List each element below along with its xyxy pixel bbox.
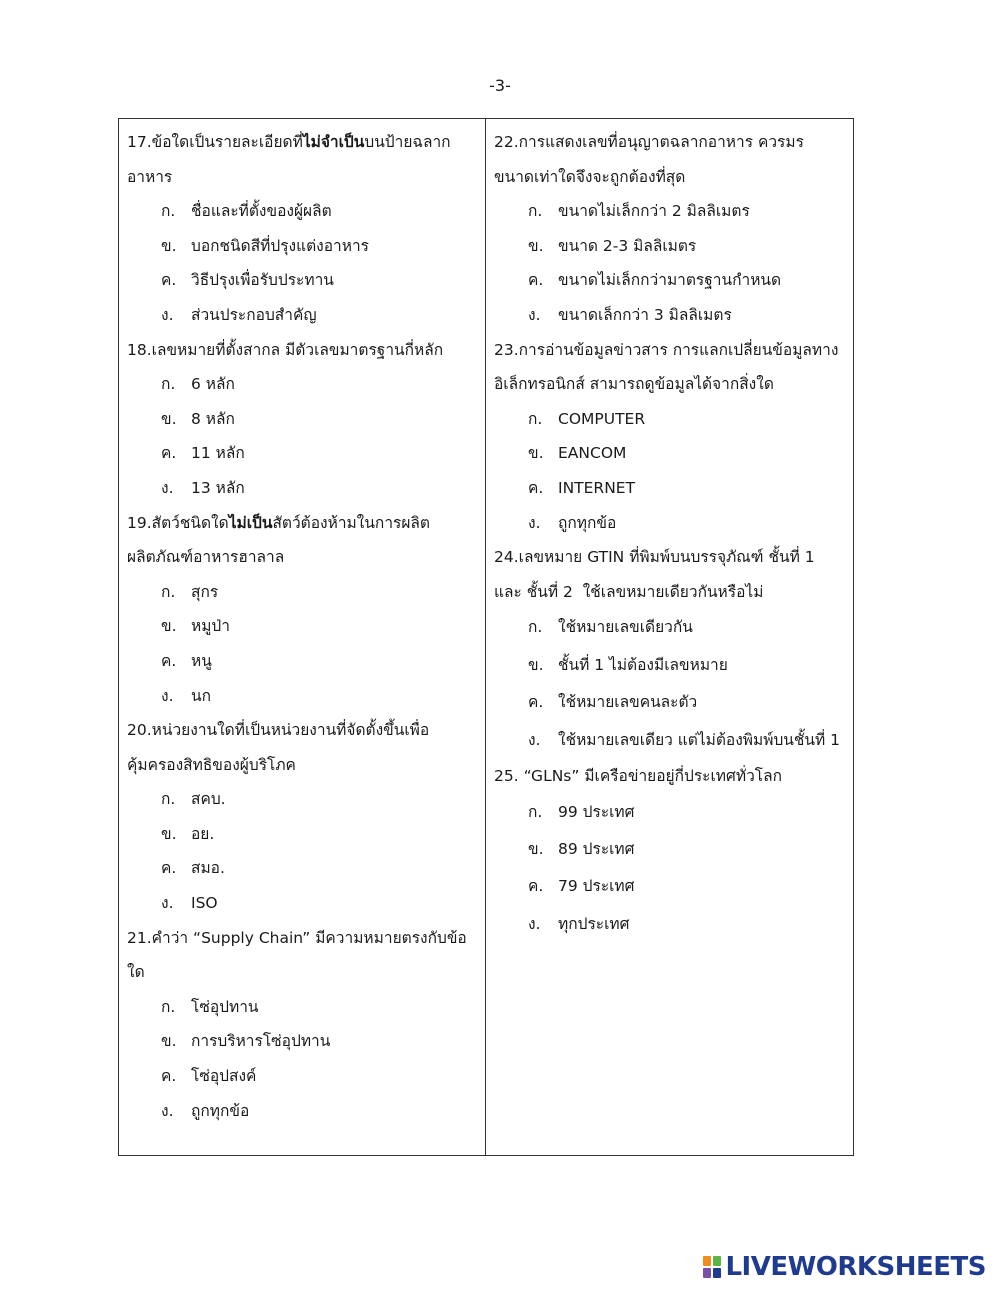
choice-letter: ก. <box>161 202 176 221</box>
choice-letter: ข. <box>528 655 544 674</box>
question-block <box>494 125 845 333</box>
question-text <box>494 540 845 609</box>
question-text-part: 19.สัตว์ชนิดใด <box>127 513 229 532</box>
question-text-part: บนป้ายฉลาก อาหาร <box>127 133 451 186</box>
question-text <box>127 333 477 368</box>
choice-letter: ง. <box>528 305 541 324</box>
choice-letter: ง. <box>161 686 174 705</box>
choice-text: บอกชนิดสีที่ปรุงแต่งอาหาร <box>191 236 370 255</box>
answer-choice <box>494 194 845 229</box>
answer-choice <box>127 644 477 679</box>
page-number: -3- <box>489 76 511 95</box>
answer-choice <box>127 471 477 506</box>
choice-text: 13 หลัก <box>191 478 245 497</box>
answer-choice <box>494 868 845 905</box>
answer-choice <box>494 298 845 333</box>
answer-choice <box>127 609 477 644</box>
choice-text: INTERNET <box>558 478 636 497</box>
answer-choice <box>494 647 845 684</box>
question-text-part: 17.ข้อใดเป็นรายละเอียดที่ <box>127 133 303 151</box>
choice-letter: ข. <box>528 444 544 463</box>
choice-text: ทุกประเทศ <box>558 914 630 933</box>
answer-choice <box>494 436 845 471</box>
question-block <box>127 125 477 333</box>
answer-choice <box>127 990 477 1025</box>
choice-letter: ก. <box>528 618 543 637</box>
choice-letter: ข. <box>161 824 177 843</box>
choice-text: 8 หลัก <box>191 409 235 428</box>
answer-choice <box>127 851 477 886</box>
logo-mark-icon <box>703 1256 721 1278</box>
choice-text: ถูกทุกข้อ <box>558 513 617 532</box>
question-text <box>494 759 845 794</box>
choice-text: ใช้หมายเลขคนละตัว <box>558 693 698 712</box>
choice-text: ชั้นที่ 1 ไม่ต้องมีเลขหมาย <box>558 655 728 674</box>
answer-choice <box>127 194 477 229</box>
question-text <box>127 506 477 575</box>
choice-text: วิธีปรุงเพื่อรับประทาน <box>191 271 334 290</box>
choice-letter: ข. <box>161 409 177 428</box>
choice-letter: ข. <box>528 839 544 858</box>
choice-text: 79 ประเทศ <box>558 877 635 896</box>
answer-choice <box>494 609 845 646</box>
choice-text: ขนาด 2-3 มิลลิเมตร <box>558 236 697 255</box>
question-block <box>127 921 477 1129</box>
choice-text: COMPUTER <box>558 409 646 428</box>
question-block <box>127 713 477 921</box>
choice-letter: ง. <box>161 305 174 324</box>
choice-text: ใช้หมายเลขเดียว แต่ไม่ต้องพิมพ์บนชั้นที่ 1 <box>558 730 840 749</box>
choice-text: สคบ. <box>191 790 226 809</box>
choice-text: โซ่อุปสงค์ <box>191 1067 257 1086</box>
choice-text: ขนาดไม่เล็กกว่ามาตรฐานกำหนด <box>558 271 782 290</box>
choice-text: การบริหารโซ่อุปทาน <box>191 1032 331 1051</box>
answer-choice <box>127 436 477 471</box>
choice-text: 99 ประเทศ <box>558 802 635 821</box>
choice-text: 89 ประเทศ <box>558 839 635 858</box>
answer-choice <box>494 229 845 264</box>
quiz-table <box>118 118 854 1156</box>
answer-choice <box>127 263 477 298</box>
answer-choice <box>127 367 477 402</box>
question-block <box>127 333 477 506</box>
answer-choice <box>127 1059 477 1094</box>
choice-letter: ก. <box>528 409 543 428</box>
answer-choice <box>494 906 845 943</box>
choice-text: ถูกทุกข้อ <box>191 1101 250 1120</box>
question-block <box>127 506 477 714</box>
answer-choice <box>127 817 477 852</box>
choice-text: 11 หลัก <box>191 444 245 463</box>
choice-letter: ค. <box>161 651 177 670</box>
answer-choice <box>127 229 477 264</box>
question-text-part: 23.การอ่านข้อมูลข่าวสาร การแลกเปลี่ยนข้อมูลทาง อิเล็กทรอนิกส์ สามารถดูข้อมูลได้จากสิ่งใด <box>494 340 839 394</box>
choice-letter: ก. <box>161 997 176 1016</box>
logo-square-icon <box>713 1256 721 1266</box>
choice-letter: ค. <box>528 271 544 290</box>
choice-text: ขนาดเล็กกว่า 3 มิลลิเมตร <box>558 305 732 324</box>
answer-choice <box>127 1024 477 1059</box>
choice-text: โซ่อุปทาน <box>191 997 259 1016</box>
choice-letter: ก. <box>528 202 543 221</box>
question-text <box>127 713 477 782</box>
answer-choice <box>127 575 477 610</box>
choice-letter: ง. <box>528 914 541 933</box>
question-block <box>494 333 845 541</box>
choice-text: นก <box>191 686 211 705</box>
choice-letter: ง. <box>528 513 541 532</box>
question-text <box>494 333 845 402</box>
right-column <box>486 119 853 1155</box>
choice-letter: ข. <box>528 236 544 255</box>
question-text-part: 22.การแสดงเลขที่อนุญาตฉลากอาหาร ควรมร ขนาดเท่าใดจึงจะถูกต้องที่สุด <box>494 133 804 186</box>
question-block <box>494 540 845 759</box>
left-column <box>119 119 486 1155</box>
answer-choice <box>494 794 845 831</box>
choice-letter: ค. <box>161 1067 177 1086</box>
question-text <box>127 921 477 990</box>
choice-letter: ข. <box>161 1032 177 1051</box>
choice-letter: ค. <box>528 478 544 497</box>
question-text <box>127 125 477 194</box>
question-emphasis: ไม่เป็น <box>228 513 273 532</box>
answer-choice <box>127 1094 477 1129</box>
answer-choice <box>127 298 477 333</box>
choice-letter: ข. <box>161 236 177 255</box>
choice-letter: ง. <box>161 478 174 497</box>
choice-letter: ง. <box>161 1101 174 1120</box>
answer-choice <box>127 886 477 921</box>
question-text <box>494 125 845 194</box>
choice-text: สมอ. <box>191 859 225 878</box>
answer-choice <box>127 679 477 714</box>
logo-square-icon <box>703 1268 711 1278</box>
choice-letter: ก. <box>161 582 176 601</box>
question-text-part: 21.คำว่า “Supply Chain” มีความหมายตรงกับข้อ ใด <box>127 928 467 982</box>
choice-text: ชื่อและที่ตั้งของผู้ผลิต <box>191 202 332 221</box>
choice-letter: ง. <box>161 894 174 913</box>
choice-letter: ค. <box>161 859 177 878</box>
choice-text: หมูป่า <box>191 617 230 636</box>
choice-text: หนู <box>191 651 212 670</box>
answer-choice <box>494 831 845 868</box>
choice-text: ส่วนประกอบสำคัญ <box>191 305 317 324</box>
answer-choice <box>127 402 477 437</box>
question-block <box>494 759 845 943</box>
logo-square-icon <box>713 1268 721 1278</box>
choice-text: ISO <box>191 894 218 913</box>
question-text-part: สัตว์ต้องห้ามในการผลิต ผลิตภัณฑ์อาหารฮาลาล <box>127 513 430 567</box>
answer-choice <box>494 506 845 541</box>
choice-text: EANCOM <box>558 444 627 463</box>
logo-text: LIVEWORKSHEETS <box>725 1252 986 1282</box>
answer-choice <box>494 722 845 759</box>
question-text-part: 24.เลขหมาย GTIN ที่พิมพ์บนบรรจุภัณฑ์ ชั้นที่ 1 และ ชั้นที่ 2 ใช้เลขหมายเดียวกันหรือไม่ <box>494 548 815 601</box>
choice-text: สุกร <box>191 582 219 601</box>
answer-choice <box>494 471 845 506</box>
question-text-part: 18.เลขหมายที่ตั้งสากล มีตัวเลขมาตรฐานกี่หลัก <box>127 340 444 359</box>
choice-text: ขนาดไม่เล็กกว่า 2 มิลลิเมตร <box>558 202 750 221</box>
choice-text: ใช้หมายเลขเดียวกัน <box>558 618 693 637</box>
choice-text: 6 หลัก <box>191 375 235 394</box>
question-text-part: 20.หน่วยงานใดที่เป็นหน่วยงานที่จัดตั้งขึ้นเพื่อ คุ้มครองสิทธิของผู้บริโภค <box>127 721 430 774</box>
answer-choice <box>127 782 477 817</box>
choice-letter: ค. <box>161 271 177 290</box>
answer-choice <box>494 402 845 437</box>
answer-choice <box>494 684 845 721</box>
answer-choice <box>494 263 845 298</box>
choice-letter: ค. <box>161 444 177 463</box>
choice-letter: ก. <box>528 802 543 821</box>
question-text-part: 25. “GLNs” มีเครือข่ายอยู่กี่ประเทศทั่วโลก <box>494 766 782 785</box>
choice-letter: ค. <box>528 693 544 712</box>
choice-letter: ค. <box>528 877 544 896</box>
choice-letter: ง. <box>528 730 541 749</box>
choice-letter: ข. <box>161 617 177 636</box>
liveworksheets-logo <box>703 1252 986 1282</box>
choice-letter: ก. <box>161 375 176 394</box>
choice-letter: ก. <box>161 790 176 809</box>
logo-square-icon <box>703 1256 711 1266</box>
choice-text: อย. <box>191 824 215 843</box>
question-emphasis: ไม่จำเป็น <box>302 133 365 151</box>
